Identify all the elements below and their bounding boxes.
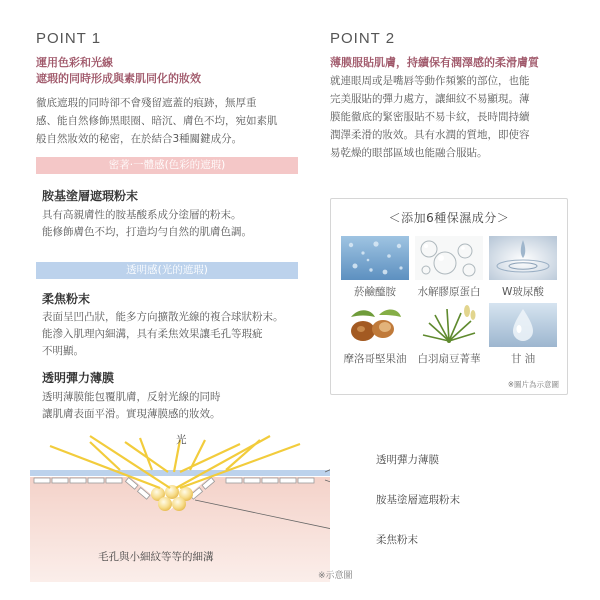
point2-body-line5: 易乾燥的眼部區域也能融合服貼。 — [330, 147, 488, 159]
diagram-note: ※示意圖 — [318, 571, 353, 581]
item2-line2: 能滲入肌理內細溝，具有柔焦效果讓毛孔等瑕疵 — [42, 328, 263, 340]
ingredient-label-2: 水解膠原蛋白 — [417, 286, 481, 298]
ingredients-box — [330, 198, 568, 395]
point1-body-line2: 感、能自然修飾黑眼圈、暗沉、膚色不均，宛如素肌 — [36, 115, 278, 127]
label-film: 透明彈力薄膜 — [376, 454, 439, 466]
point1-body-line1: 徹底遮瑕的同時卻不會殘留遮蓋的痕跡，無厚重 — [36, 97, 257, 109]
point1-headline-line1: 運用色彩和光線 — [36, 56, 113, 69]
label-soft-focus: 柔焦粉末 — [376, 534, 418, 546]
ingredient-label-3: W玻尿酸 — [502, 286, 544, 298]
point2-body-line2: 完美服貼的彈力處方，讓細紋不易顯現。薄 — [330, 93, 530, 105]
item1-line1: 具有高親膚性的胺基酸系成分塗層的粉末。 — [42, 209, 242, 221]
light-label: 光 — [176, 434, 187, 446]
point1-headline-line2: 遮瑕的同時形成與素肌同化的妝效 — [36, 72, 201, 85]
label-pore: 毛孔與小細紋等等的細溝 — [98, 551, 214, 563]
item1-title: 胺基塗層遮瑕粉末 — [42, 189, 139, 203]
band-transparency: 透明感(光的遮瑕) — [36, 262, 298, 279]
ingredient-label-6: 甘 油 — [510, 353, 536, 365]
point2-title: POINT 2 — [330, 30, 396, 47]
item3-line1: 透明薄膜能包覆肌膚，反射光線的同時 — [42, 391, 221, 403]
item2-title: 柔焦粉末 — [42, 292, 91, 306]
point1-title: POINT 1 — [36, 30, 102, 47]
point2-body-line4: 潤澤柔滑的妝效。具有水潤的質地，即使容 — [330, 129, 530, 141]
label-powder: 胺基塗層遮瑕粉末 — [376, 494, 460, 506]
ingredient-label-5: 白羽扇豆菁華 — [417, 353, 481, 365]
item3-title: 透明彈力薄膜 — [42, 371, 115, 385]
item2-line3: 不明顯。 — [42, 345, 84, 357]
argan-nut-icon — [341, 303, 409, 347]
ingredient-label-1: 菸鹼醯胺 — [354, 286, 396, 298]
ingredients-note: ※圖片為示意圖 — [507, 380, 559, 389]
point2-headline: 薄膜服貼肌膚，持續保有潤澤感的柔滑膚質 — [330, 56, 539, 69]
bubbles-icon — [415, 236, 483, 280]
point2-body-line3: 膜能徹底的緊密服貼不易卡紋，長時間持續 — [330, 111, 530, 123]
item3-line2: 讓肌膚表面平滑。實現薄膜感的妝效。 — [42, 408, 221, 420]
point1-body-line3: 般自然妝效的秘密，在於結合3種關鍵成分。 — [36, 133, 243, 145]
water-splash-icon — [489, 236, 557, 280]
lupin-plant-icon — [415, 303, 483, 347]
item2-line1: 表面呈凹凸狀，能多方向擴散光線的複合球狀粉末。 — [42, 311, 284, 323]
water-droplets-icon — [341, 236, 409, 280]
ingredient-label-4: 摩洛哥堅果油 — [343, 353, 407, 365]
ingredients-title: ＜添加6種保濕成分＞ — [388, 211, 510, 225]
point2-body-line1: 就連眼周或是嘴唇等動作頻繁的部位，也能 — [330, 75, 530, 87]
band-adhesion: 密著‧一體感(色彩的遮瑕) — [36, 157, 298, 174]
item1-line2: 能修飾膚色不均，打造均勻自然的肌膚色調。 — [42, 226, 252, 238]
glycerin-drop-icon — [489, 303, 557, 347]
